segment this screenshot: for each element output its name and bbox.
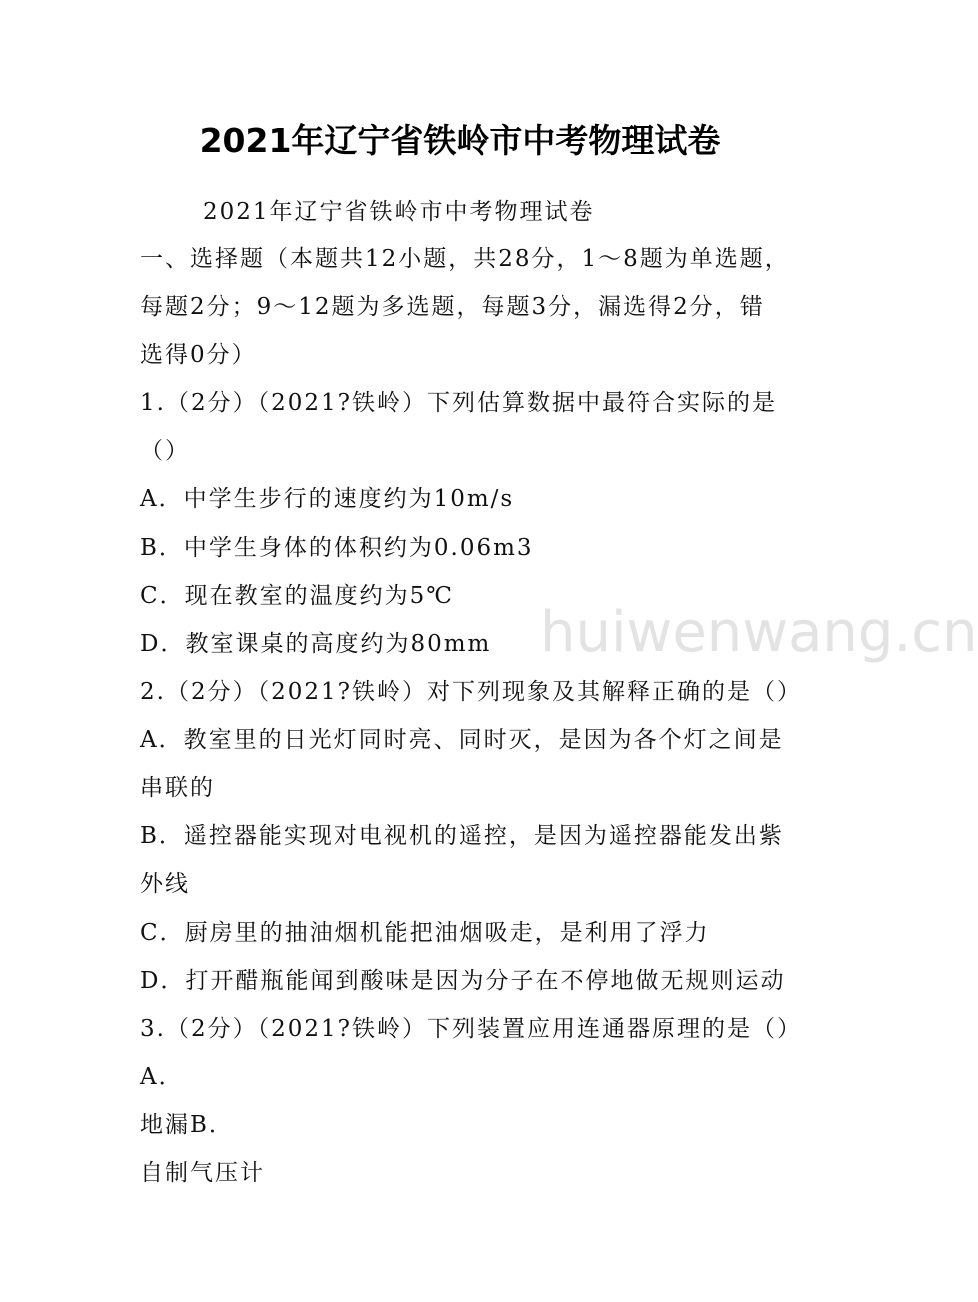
question-2-option-d: D．打开醋瓶能闻到酸味是因为分子在不停地做无规则运动: [140, 968, 786, 994]
question-2-option-a: A．教室里的日光灯同时亮、同时灭，是因为各个灯之间是: [140, 727, 784, 753]
document-subtitle: 2021年辽宁省铁岭市中考物理试卷: [203, 199, 595, 225]
question-1-blank: （）: [140, 438, 190, 464]
section-heading-line-1: 一、选择题（本题共12小题，共28分，1～8题为单选题，: [140, 246, 790, 272]
question-1-option-d: D．教室课桌的高度约为80mm: [140, 631, 492, 657]
question-3-stem: 3.（2分）（2021?铁岭）下列装置应用连通器原理的是（）: [140, 1016, 802, 1042]
question-3-option-b-label: 自制气压计: [140, 1160, 265, 1186]
watermark-text: huiwenwang.cn: [540, 600, 978, 665]
question-1-stem: 1.（2分）（2021?铁岭）下列估算数据中最符合实际的是: [140, 390, 777, 416]
question-1-option-c: C．现在教室的温度约为5℃: [140, 583, 454, 609]
section-heading-line-2: 每题2分；9～12题为多选题，每题3分，漏选得2分，错: [140, 294, 765, 320]
document-title: 2021年辽宁省铁岭市中考物理试卷: [199, 121, 721, 160]
question-3-option-a: A．: [140, 1064, 184, 1090]
section-heading-line-3: 选得0分）: [140, 342, 257, 368]
question-2-stem: 2.（2分）（2021?铁岭）对下列现象及其解释正确的是（）: [140, 679, 802, 705]
question-1-option-a: A．中学生步行的速度约为10m/s: [140, 486, 515, 512]
question-2-option-b-cont: 外线: [140, 871, 190, 897]
question-1-option-b: B．中学生身体的体积约为0.06m3: [140, 535, 534, 561]
question-3-option-a-label: 地漏B．: [140, 1112, 234, 1138]
question-2-option-b: B．遥控器能实现对电视机的遥控，是因为遥控器能发出紫: [140, 823, 784, 849]
question-2-option-c: C．厨房里的抽油烟机能把油烟吸走，是利用了浮力: [140, 920, 710, 946]
question-2-option-a-cont: 串联的: [140, 775, 215, 801]
